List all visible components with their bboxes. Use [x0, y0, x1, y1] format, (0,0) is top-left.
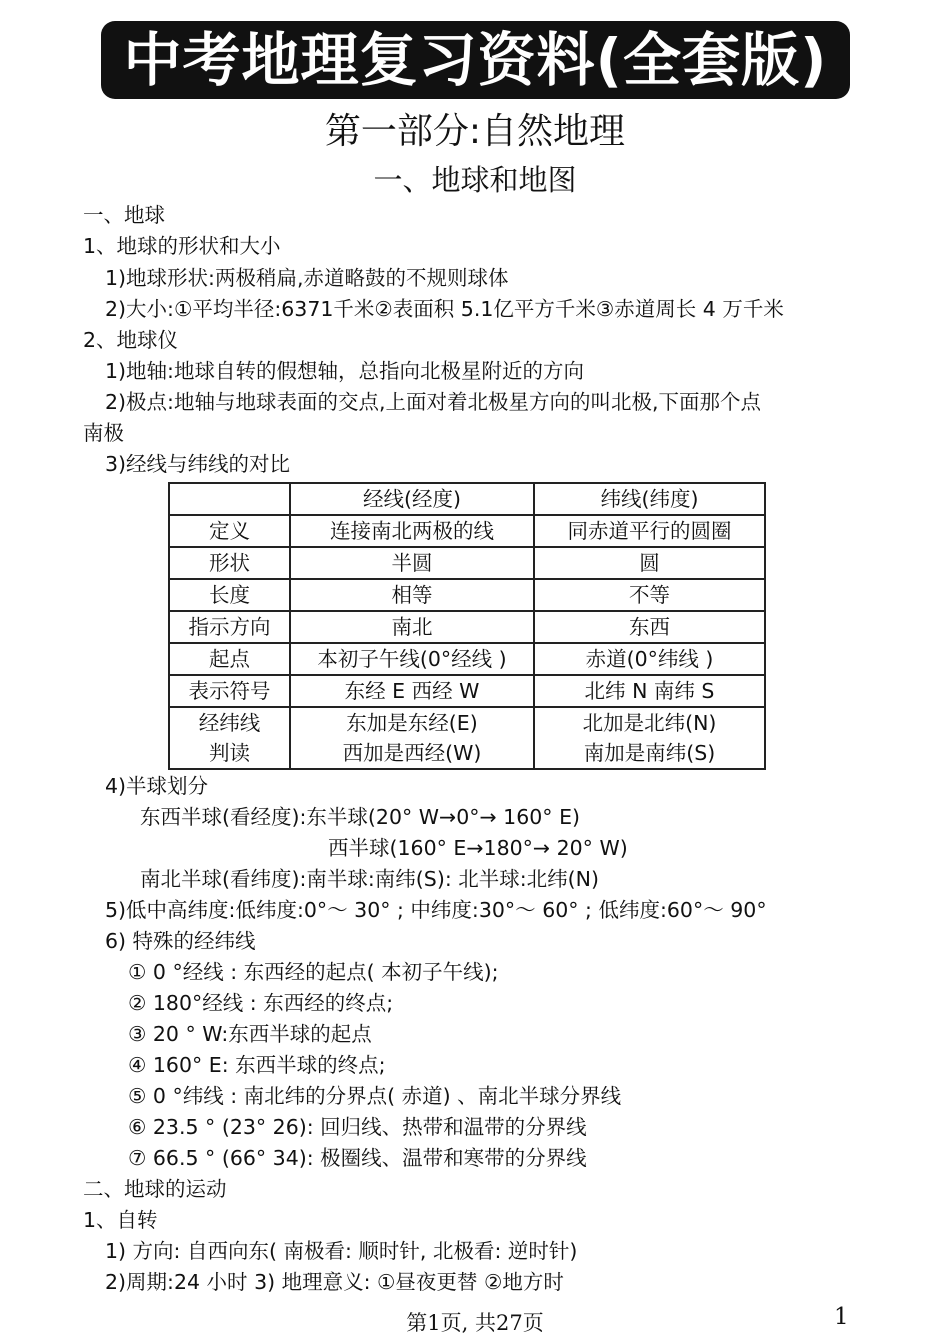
meridian-cell: 东经 E 西经 W [290, 675, 534, 707]
meridian-cell: 本初子午线(0°经线 ) [290, 643, 534, 675]
text-line: 4)半球划分 [105, 774, 209, 798]
table-header-cell [169, 483, 290, 515]
page-footer: 第1页, 共27页 [406, 1311, 544, 1335]
text-line: 1)地球形状:两极稍扁,赤道略鼓的不规则球体 [105, 266, 509, 290]
row-label: 表示符号 [169, 675, 290, 707]
list-item: ③ 20 ° W:东西半球的起点 [128, 1022, 372, 1046]
row-label [169, 707, 290, 769]
parallel-cell [534, 707, 765, 769]
row-label: 起点 [169, 643, 290, 675]
table-header-cell: 纬线(纬度) [534, 483, 765, 515]
subsection-heading: 1、自转 [83, 1208, 158, 1232]
table-row [169, 547, 765, 579]
parallel-cell: 东西 [534, 611, 765, 643]
row-label: 定义 [169, 515, 290, 547]
meridian-cell: 半圆 [290, 547, 534, 579]
parallel-cell-line: 南加是南纬(S) [583, 741, 716, 765]
chapter-title: 一、地球和地图 [373, 163, 577, 197]
section-heading: 二、地球的运动 [83, 1177, 227, 1201]
row-label-line: 判读 [209, 741, 250, 765]
parallel-cell-line: 北加是北纬(N) [582, 711, 717, 735]
meridian-cell [290, 707, 534, 769]
part-title: 第一部分:自然地理 [324, 111, 626, 152]
row-label-line: 经纬线 [198, 711, 261, 735]
text-line: 南极 [83, 421, 124, 445]
table-header-row [169, 483, 765, 515]
parallel-cell: 北纬 N 南纬 S [534, 675, 765, 707]
table-row [169, 643, 765, 675]
parallel-cell: 不等 [534, 579, 765, 611]
text-line: 1) 方向: 自西向东( 南极看: 顺时针, 北极看: 逆时针) [105, 1239, 578, 1263]
subsection-heading: 1、地球的形状和大小 [83, 234, 281, 258]
table-row [169, 579, 765, 611]
meridian-cell-line: 东加是东经(E) [346, 711, 478, 735]
meridian-cell: 南北 [290, 611, 534, 643]
text-line: 2)极点:地轴与地球表面的交点,上面对着北极星方向的叫北极,下面那个点 [105, 390, 761, 414]
text-line: 2)周期:24 小时 3) 地理意义: ①昼夜更替 ②地方时 [105, 1270, 564, 1294]
meridian-cell: 相等 [290, 579, 534, 611]
list-item: ① 0 °经线 : 东西经的起点( 本初子午线); [128, 960, 499, 984]
subsection-heading: 2、地球仪 [83, 328, 179, 352]
table-row [169, 515, 765, 547]
parallel-cell: 同赤道平行的圆圈 [534, 515, 765, 547]
page-number: 1 [834, 1304, 849, 1330]
text-line: 1)地轴:地球自转的假想轴，总指向北极星附近的方向 [105, 359, 584, 383]
text-line: 东西半球(看经度):东半球(20° W→0°→ 160° E) [140, 805, 581, 829]
text-line: 5)低中高纬度:低纬度:0°～ 30° ; 中纬度:30°～ 60° ; 低纬度:60°～ 90° [105, 898, 767, 922]
text-line: 6) 特殊的经纬线 [105, 929, 256, 953]
table-row [169, 675, 765, 707]
table-header-cell: 经线(经度) [290, 483, 534, 515]
text-line: 3)经线与纬线的对比 [105, 452, 291, 476]
parallel-cell: 赤道(0°纬线 ) [534, 643, 765, 675]
parallel-cell: 圆 [534, 547, 765, 579]
row-label: 形状 [169, 547, 290, 579]
table-row [169, 611, 765, 643]
row-label: 长度 [169, 579, 290, 611]
document-banner-title: 中考地理复习资料(全套版) [101, 21, 850, 99]
meridian-parallel-comparison-table [168, 482, 766, 770]
meridian-cell: 连接南北两极的线 [290, 515, 534, 547]
list-item: ⑦ 66.5 ° (66° 34): 极圈线、温带和寒带的分界线 [128, 1146, 587, 1170]
meridian-cell-line: 西加是西经(W) [342, 741, 482, 765]
text-line: 2)大小:①平均半径:6371千米②表面积 5.1亿平方千米③赤道周长 4 万千米 [105, 297, 784, 321]
row-label: 指示方向 [169, 611, 290, 643]
text-line: 南北半球(看纬度):南半球:南纬(S): 北半球:北纬(N) [140, 867, 599, 891]
table-row [169, 707, 765, 769]
section-heading: 一、地球 [83, 203, 165, 227]
list-item: ② 180°经线 : 东西经的终点; [128, 991, 394, 1015]
list-item: ④ 160° E: 东西半球的终点; [128, 1053, 386, 1077]
list-item: ⑤ 0 °纬线 : 南北纬的分界点( 赤道) 、南北半球分界线 [128, 1084, 622, 1108]
list-item: ⑥ 23.5 ° (23° 26): 回归线、热带和温带的分界线 [128, 1115, 587, 1139]
text-line: 西半球(160° E→180°→ 20° W) [328, 836, 628, 860]
